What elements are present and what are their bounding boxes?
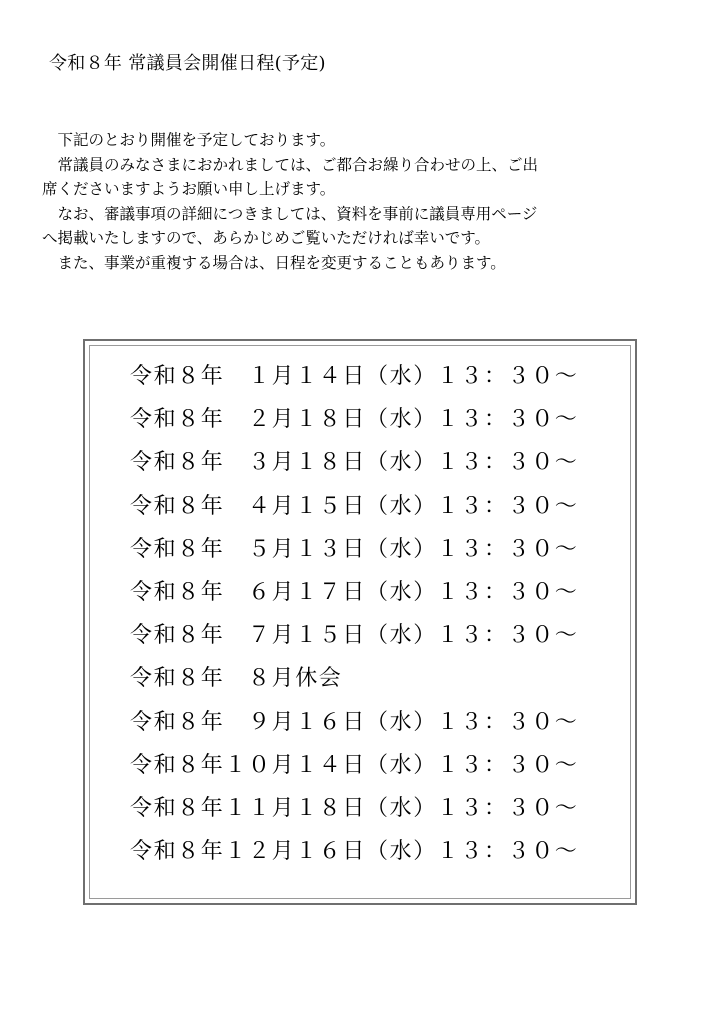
schedule-item-december: 令和８年１２月１６日（水）１３：３０～ [130, 839, 579, 865]
intro-line: また、事業が重複する場合は、日程を変更することもあります。 [57, 253, 506, 272]
schedule-item-october: 令和８年１０月１４日（水）１３：３０～ [130, 752, 579, 778]
document-title: 令和８年 常議員会開催日程(予定) [49, 53, 326, 74]
schedule-item-june: 令和８年 ６月１７日（水）１３：３０～ [130, 579, 579, 605]
schedule-box [83, 339, 637, 905]
schedule-list [130, 355, 578, 873]
intro-line: 下記のとおり開催を予定しております。 [57, 131, 336, 149]
intro-line: へ掲載いたしますので、あらかじめご覧いただければ幸いです。 [42, 229, 490, 247]
intro-line: なお、審議事項の詳細につきましては、資料を事前に議員専用ページ [57, 204, 538, 223]
schedule-item-may: 令和８年 ５月１３日（水）１３：３０～ [130, 536, 579, 562]
intro-line: 席くださいますようお願い申し上げます。 [42, 180, 336, 198]
schedule-item-november: 令和８年１１月１８日（水）１３：３０～ [130, 795, 579, 821]
schedule-item-february: 令和８年 ２月１８日（水）１３：３０～ [130, 407, 579, 433]
schedule-item-january: 令和８年 １月１４日（水）１３：３０～ [130, 364, 579, 389]
intro-line: 常議員のみなさまにおかれましては、ご都合お繰り合わせの上、ご出 [57, 155, 539, 174]
schedule-item-august: 令和８年 ８月休会 [130, 666, 343, 692]
schedule-item-march: 令和８年 ３月１８日（水）１３：３０～ [130, 450, 579, 476]
schedule-item-july: 令和８年 ７月１５日（水）１３：３０～ [130, 623, 579, 649]
schedule-item-september: 令和８年 ９月１６日（水）１３：３０～ [130, 709, 579, 735]
schedule-item-april: 令和８年 ４月１５日（水）１３：３０～ [130, 493, 579, 519]
intro-text [42, 128, 702, 275]
